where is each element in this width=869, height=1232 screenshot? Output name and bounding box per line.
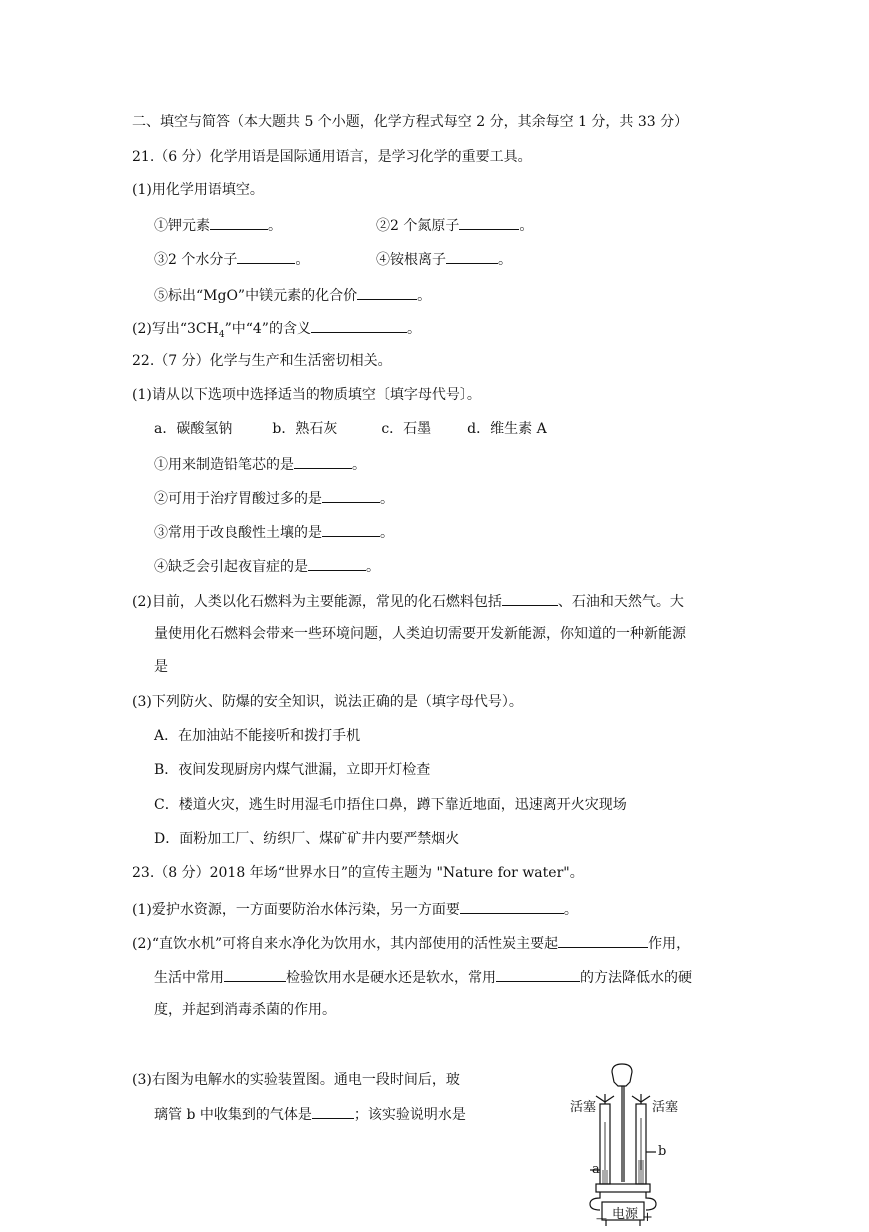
q21-item3 xyxy=(154,248,309,270)
answer-blank[interactable] xyxy=(312,1103,354,1119)
q22-part2-line1 xyxy=(132,590,684,612)
answer-blank[interactable] xyxy=(311,317,407,333)
answer-blank[interactable] xyxy=(308,555,366,571)
section-heading: 二、填空与简答（本大题共 5 个小题，化学方程式每空 2 分，其余每空 1 分，共 33 分） xyxy=(132,114,689,130)
q23-part3-line1: (3)右图为电解水的实验装置图。通电一段时间后，玻 xyxy=(132,1072,460,1088)
q21-item3-end: 。 xyxy=(295,252,310,268)
answer-blank[interactable] xyxy=(322,487,380,503)
q22-part3: (3)下列防火、防爆的安全知识，说法正确的是（填字母代号）。 xyxy=(132,694,523,710)
q22-sub1-text: ①用来制造铅笔芯的是 xyxy=(154,457,294,473)
electrolysis-apparatus-figure xyxy=(560,1060,700,1228)
q22-part2-b: 、石油和天然气。大 xyxy=(557,594,684,610)
q22-option-a: a．碳酸氢钠 xyxy=(154,421,233,437)
q21-item4-end: 。 xyxy=(498,252,512,268)
answer-blank[interactable] xyxy=(294,453,352,469)
answer-blank[interactable] xyxy=(558,932,648,948)
q22-options xyxy=(154,419,547,439)
q21-part2-pre: (2)写出“3CH xyxy=(132,321,219,337)
q21-item5-text: ⑤标出“MgO”中镁元素的化合价 xyxy=(154,288,358,304)
q21-item3-text: ③2 个水分子 xyxy=(154,252,238,268)
q22-part2-line3: 是 xyxy=(154,659,168,675)
q21-item1-text: ①钾元素 xyxy=(154,218,210,234)
answer-blank[interactable] xyxy=(496,966,580,982)
q22-choice-C: C．楼道火灾，逃生时用湿毛巾捂住口鼻，蹲下靠近地面，迅速离开火灾现场 xyxy=(154,797,627,813)
q23-part1 xyxy=(132,898,578,920)
answer-blank[interactable] xyxy=(459,214,519,230)
q22-part1: (1)请从以下选项中选择适当的物质填空〔填字母代号〕。 xyxy=(132,387,481,403)
q21-part2-post: ”中“4”的含义 xyxy=(224,321,311,337)
answer-blank[interactable] xyxy=(460,898,564,914)
q21-item4-text: ④铵根离子 xyxy=(376,252,446,268)
q21-part1: (1)用化学用语填空。 xyxy=(132,182,264,198)
q23-part2-e: 的方法降低水的硬 xyxy=(580,970,692,986)
q22-sub2 xyxy=(154,487,394,509)
q22-sub3-end: 。 xyxy=(380,525,394,541)
q22-part2-line2: 量使用化石燃料会带来一些环境问题，人类迫切需要开发新能源，你知道的一种新能源 xyxy=(154,626,686,642)
answer-blank[interactable] xyxy=(210,214,268,230)
left-valve-label: 活塞 xyxy=(570,1100,597,1115)
answer-blank[interactable] xyxy=(322,521,380,537)
q23-part2-b: 作用， xyxy=(648,936,691,952)
q22-sub4-text: ④缺乏会引起夜盲症的是 xyxy=(154,559,308,575)
q23-part3-b: 璃管 b 中收集到的气体是 xyxy=(154,1107,312,1123)
answer-blank[interactable] xyxy=(357,284,417,300)
q22-choice-A: A．在加油站不能接听和拨打手机 xyxy=(154,728,361,744)
q23-part3-c: ；该实验说明水是 xyxy=(353,1107,466,1123)
q21-part2-sub: 4 xyxy=(218,329,225,340)
q21-item5-end: 。 xyxy=(417,288,432,304)
q21-item1-end: 。 xyxy=(268,218,282,234)
q23-part3-line2 xyxy=(154,1103,466,1125)
q21-part2 xyxy=(132,317,421,345)
q22-sub3-text: ③常用于改良酸性土壤的是 xyxy=(154,525,322,541)
q23-part2-d: 检验饮用水是硬水还是软水，常用 xyxy=(286,970,496,986)
q22-sub1-end: 。 xyxy=(352,457,366,473)
q22-sub2-end: 。 xyxy=(380,491,394,507)
q22-sub2-text: ②可用于治疗胃酸过多的是 xyxy=(154,491,322,507)
q23-part1-text: (1)爱护水资源，一方面要防治水体污染，另一方面要 xyxy=(132,902,460,918)
q22-sub1 xyxy=(154,453,366,475)
tube-b-label: b xyxy=(658,1144,667,1159)
tube-a-label: a xyxy=(592,1162,600,1177)
q21-item2-text: ②2 个氮原子 xyxy=(376,218,460,234)
q22-choice-D: D．面粉加工厂、纺织厂、煤矿矿井内要严禁烟火 xyxy=(154,831,460,847)
q22-option-c: c．石墨 xyxy=(381,421,432,437)
q21-part2-end: 。 xyxy=(406,321,421,337)
q21-item1 xyxy=(154,214,282,236)
right-valve-label: 活塞 xyxy=(652,1100,679,1115)
q23-part2-c: 生活中常用 xyxy=(154,970,224,986)
answer-blank[interactable] xyxy=(224,966,286,982)
q22-sub4 xyxy=(154,555,380,577)
q23-part2-line2 xyxy=(154,966,692,988)
minus-terminal-label: — xyxy=(596,1212,607,1225)
q22-option-b: b．熟石灰 xyxy=(272,421,338,437)
q21-stem: 21.（6 分）化学用语是国际通用语言，是学习化学的重要工具。 xyxy=(132,149,532,165)
q21-item2-end: 。 xyxy=(519,218,534,234)
q23-part2-line1 xyxy=(132,932,690,954)
q22-stem: 22.（7 分）化学与生产和生活密切相关。 xyxy=(132,353,392,369)
q23-part1-end: 。 xyxy=(563,902,578,918)
plus-terminal-label: + xyxy=(642,1210,653,1225)
q21-item2 xyxy=(376,214,533,236)
q21-item5 xyxy=(154,284,431,306)
q23-stem: 23.（8 分）2018 年场“世界水日”的宣传主题为 "Nature for water"。 xyxy=(132,865,584,881)
q22-part2-a: (2)目前，人类以化石燃料为主要能源，常见的化石燃料包括 xyxy=(132,594,502,610)
power-source-label: 电源 xyxy=(612,1207,639,1222)
q22-choice-B: B．夜间发现厨房内煤气泄漏，立即开灯检查 xyxy=(154,762,431,778)
q21-item4 xyxy=(376,248,512,270)
q22-sub3 xyxy=(154,521,394,543)
q22-sub4-end: 。 xyxy=(366,559,380,575)
q23-part2-line3: 度，并起到消毒杀菌的作用。 xyxy=(154,1002,336,1018)
answer-blank[interactable] xyxy=(237,248,295,264)
q22-option-d: d．维生素 A xyxy=(467,421,547,437)
answer-blank[interactable] xyxy=(446,248,498,264)
q23-part2-a: (2)“直饮水机”可将自来水净化为饮用水，其内部使用的活性炭主要起 xyxy=(132,936,559,952)
answer-blank[interactable] xyxy=(502,590,558,606)
